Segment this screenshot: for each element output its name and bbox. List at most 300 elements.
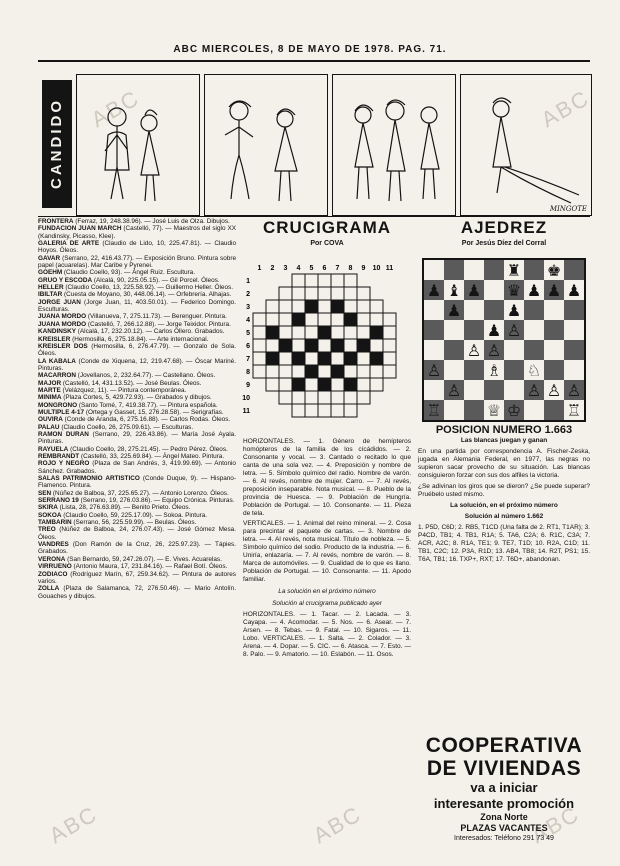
chess-square — [504, 360, 524, 380]
crossword-cell — [305, 378, 318, 391]
chess-piece: ♛ — [506, 281, 522, 300]
crossword-block-cell — [344, 352, 357, 365]
listing-name: GOEHM — [38, 269, 63, 277]
listing-detail: (Serrano, 56, 225.59.99). — Beulas. Óleos. — [71, 519, 197, 527]
crossword-cell — [370, 378, 383, 391]
listing-item — [38, 519, 236, 526]
chess-square — [544, 400, 564, 420]
crossword-cell — [279, 300, 292, 313]
listing-item — [38, 299, 236, 314]
crossword-col-number: 1 — [257, 265, 262, 272]
listing-name: RAYUELA — [38, 445, 69, 453]
comic-panel — [460, 74, 592, 216]
listing-name: KREISLER DOS — [38, 342, 88, 350]
crossword-cell — [331, 404, 344, 417]
ad-line-4: interesante promoción — [433, 796, 575, 811]
listing-item — [38, 328, 236, 335]
listing-name: TREO — [38, 526, 56, 534]
listing-detail: (Hermosilla, 6, 276.47.79). — Gonzalo de Sola. Óleos. — [38, 342, 236, 358]
chess-solution-text: 1. P5D, C6D; 2. RB5, T1CD (Una falta de 2. RT1, T1AR); 3. P4CD, TB1; 4. TB1, R1A; 5. TA6, C2A; 6. R1C, C3A; 7. ACR, A2C; 8. R1A, TE1; 9. TE7, T1D; 10. R2A, C1D; 11. TB1, C2C; 12. P3A, R1D; 13. AB4, TB8; 14. R2T, PS1; 15. T6A, TB1; 16. TXP+, RXT; 17. T6D+, abandonan. — [418, 524, 590, 563]
chess-square — [464, 400, 484, 420]
chess-piece: ♟ — [426, 281, 442, 300]
chess-piece: ♟ — [526, 281, 542, 300]
chess-intro: En una partida por correspondencia A. Fischer-Zeska, jugada en Alemania Federal, en 1977, las negras no supieron sacar provecho de su situación. Las blancas consiguieron forzar con sus dos alfiles la victoria. — [418, 448, 590, 479]
listing-item — [38, 585, 236, 600]
crossword-cell — [357, 313, 370, 326]
crossword-cell — [344, 391, 357, 404]
chess-square — [464, 320, 484, 340]
crossword-col-number: 3 — [283, 265, 288, 272]
crossword-cell — [279, 287, 292, 300]
chess-square — [484, 380, 504, 400]
chess-piece: ♜ — [506, 261, 522, 280]
crossword-cell — [292, 391, 305, 404]
crossword-cell — [344, 300, 357, 313]
comic-drawing-3 — [333, 75, 455, 215]
crossword-block-cell — [318, 352, 331, 365]
listing-name: MAJOR — [38, 379, 62, 387]
listing-name: VERONA — [38, 555, 66, 563]
crossword-col-number: 9 — [361, 265, 366, 272]
crossword-block-cell — [305, 339, 318, 352]
crossword-cell — [266, 300, 279, 313]
crossword-cell — [279, 352, 292, 365]
listing-name: OUVIRA — [38, 416, 63, 424]
listing-name: KREISLER — [38, 335, 71, 343]
listing-name: GAVAR — [38, 254, 61, 262]
crossword-block-cell — [266, 326, 279, 339]
chess-question: ¿Se adivinan los giros que se dieron? ¿Se puede superar? Pruébelo usted mismo. — [418, 483, 590, 498]
chess-square — [544, 360, 564, 380]
chess-piece: ♙ — [426, 361, 442, 380]
listing-detail: (Jorge Juan, 11, 403.50.01). — Federico Domingo. Esculturas. — [38, 298, 236, 314]
chess-title: AJEDREZ — [460, 218, 548, 237]
listing-item — [38, 446, 236, 453]
chess-board — [422, 258, 586, 422]
crossword-cell — [253, 365, 266, 378]
crossword-cell — [305, 274, 318, 287]
crossword-block-cell — [370, 352, 383, 365]
chess-piece: ♟ — [486, 321, 502, 340]
crossword-cell — [279, 313, 292, 326]
crossword-cell — [305, 352, 318, 365]
chess-square — [424, 260, 444, 280]
crossword-cell — [305, 326, 318, 339]
crossword-col-number: 6 — [322, 265, 327, 272]
crossword-block-cell — [292, 313, 305, 326]
listing-detail: (Serrano, 29, 226.43.86). — María José Ayala. Pinturas. — [38, 430, 236, 446]
listing-detail: (Plaza Cortes, 5, 429.72.93). — Grabados y dibujos. — [61, 394, 212, 402]
crossword-grid — [243, 260, 411, 438]
crossword-cell — [383, 365, 396, 378]
chess-subtitle: Las blancas juegan y ganan — [460, 437, 548, 444]
chess-square — [544, 340, 564, 360]
crossword-clues — [243, 438, 411, 661]
chess-piece: ♚ — [546, 261, 562, 280]
comic-label: CANDIDO — [42, 80, 72, 208]
listing-detail: (Conde Duque, 9). — Hispano-Flamenco. Pintura. — [38, 475, 236, 490]
listing-detail: (Serrano, 22, 416.43.77). — Exposición Bruno. Pintura sobre papel (acuarelas). Mar Caribe y Pyrenei. — [38, 254, 236, 270]
listing-name: SKIRA — [38, 504, 58, 512]
crossword-col-number: 5 — [309, 265, 314, 272]
listing-name: MARTE — [38, 386, 61, 394]
crossword-col-number: 7 — [335, 265, 340, 272]
listing-item — [38, 218, 236, 225]
ad-line-3: va a iniciar — [470, 780, 538, 795]
listing-item — [38, 394, 236, 401]
crossword-block-cell — [344, 378, 357, 391]
listing-item — [38, 431, 236, 446]
crossword-cell — [331, 274, 344, 287]
chess-square — [484, 280, 504, 300]
listing-item — [38, 336, 236, 343]
listing-name: ZODIACO — [38, 570, 68, 578]
crossword-cell — [344, 287, 357, 300]
chess-byline: Por Jesús Díez del Corral — [461, 240, 547, 247]
listing-detail: (Claudio Coello, 26, 275.09.61). — Esculturas. — [59, 423, 194, 431]
section-rule — [38, 216, 590, 217]
chess-piece: ♘ — [526, 361, 542, 380]
crossword-row-number: 6 — [246, 343, 250, 350]
chess-square — [464, 300, 484, 320]
listing-detail: (Rodríguez Marín, 67, 259.34.62). — Pintura de autores varios. — [38, 570, 236, 585]
crossword-byline: Por COVA — [310, 240, 344, 247]
chess-square — [564, 320, 584, 340]
chess-piece: ♙ — [466, 341, 482, 360]
listing-item — [38, 526, 236, 541]
chess-square — [564, 360, 584, 380]
listing-detail: (Claudio Coello, 28, 275.21.45). — Pedro Pérez. Óleos. — [68, 445, 228, 453]
crossword-cell — [344, 365, 357, 378]
crossword-cell — [370, 339, 383, 352]
crossword-cell — [266, 378, 279, 391]
crossword-cell — [279, 365, 292, 378]
crossword-cell — [279, 378, 292, 391]
listing-name: JUANA MORDO — [38, 313, 87, 321]
chess-position-title: POSICION NUMERO 1.663 — [435, 424, 573, 436]
listing-detail: (Cuesta de Moyano, 30, 448.06.14). — Orfebrería. Alhajas. — [62, 291, 232, 299]
crossword-grid-svg — [243, 260, 411, 438]
chess-piece: ♙ — [486, 341, 502, 360]
listing-detail: (Serrano, 19, 276.03.86). — Equipo Crónica. Pinturas. — [78, 497, 235, 505]
chess-piece: ♙ — [446, 381, 462, 400]
listing-name: HELLER — [38, 284, 64, 292]
crossword-cell — [292, 300, 305, 313]
crossword-cell — [318, 313, 331, 326]
listing-name: ZOLLA — [38, 585, 60, 593]
listing-item — [38, 387, 236, 394]
ad-line-2: DE VIVIENDAS — [426, 757, 582, 780]
listing-name: TAMBARIN — [38, 519, 72, 527]
crossword-row-number: 3 — [246, 304, 250, 311]
listing-item — [38, 225, 236, 240]
crossword-block-cell — [370, 326, 383, 339]
chess-square — [464, 380, 484, 400]
comic-panel — [204, 74, 328, 216]
crossword-solution-note: La solución en el próximo número — [278, 588, 376, 595]
crossword-cell — [383, 352, 396, 365]
crossword-block-cell — [305, 365, 318, 378]
crossword-horizontales: HORIZONTALES. — 1. Género de hemípteros homópteros de la familia de los cícádidos. — 2. Consonante y vocal. — 3. Cantado o recitado lo que canta de una sola vez. — 4. Preposición y nombre de letra. — 5. Símbolo químico del radio. Nombre de varón. — 6. Al revés, nombre de mujer. Carro. — 7. Al revés, preposición inseparable. Nota musical. — 8. Pueblo de la provincia de Huesca. — 9. Población de Hungría. Población de Portugal. — 10. Consonante. — 11. Pieza de tela. — [243, 438, 411, 517]
listing-detail: (Claudio de Lido, 10, 225.47.81). — Claudio Hoyos. Óleos. — [38, 240, 236, 255]
chess-piece: ♖ — [426, 401, 442, 420]
listing-detail: (Ferraz, 19, 248.38.96). — José Luis de Olza. Dibujos. — [73, 218, 230, 225]
crossword-block-cell — [357, 339, 370, 352]
crossword-cell — [357, 352, 370, 365]
crossword-row-number: 7 — [246, 356, 250, 363]
chess-piece: ♟ — [506, 301, 522, 320]
listing-name: SERRANO 19 — [38, 497, 79, 505]
listing-item — [38, 402, 236, 409]
crossword-cell — [279, 391, 292, 404]
listing-detail: (Núñez de Balboa, 37, 225.65.27). — Antonio Lorenzo. Óleos. — [51, 489, 229, 497]
listing-item — [38, 504, 236, 511]
chess-piece: ♙ — [546, 381, 562, 400]
crossword-col-number: 8 — [348, 265, 353, 272]
listing-item — [38, 313, 236, 320]
listing-detail: (Claudio Coello, 13, 225.58.92). — Guillermo Heller. Óleos. — [63, 284, 234, 292]
crossword-cell — [292, 365, 305, 378]
crossword-cell — [344, 326, 357, 339]
chess-square — [524, 400, 544, 420]
chess-square — [524, 340, 544, 360]
chess-square — [524, 260, 544, 280]
crossword-cell — [344, 404, 357, 417]
listing-detail: (San Bernardo, 59, 247.26.07). — E. Vives. Acuarelas. — [65, 555, 222, 563]
crossword-cell — [318, 404, 331, 417]
chess-square — [564, 300, 584, 320]
listing-item — [38, 512, 236, 519]
listing-detail: (Claudio Coello, 93). — Ángel Ruiz. Escultura. — [62, 269, 195, 277]
listing-name: LA KABALA — [38, 357, 76, 365]
comic-signature: MINGOTE — [549, 205, 587, 213]
header-rule — [38, 60, 590, 62]
chess-piece: ♔ — [506, 401, 522, 420]
listing-name: FUNDACION JUAN MARCH — [38, 225, 122, 233]
crossword-block-cell — [331, 365, 344, 378]
crossword-cell — [318, 339, 331, 352]
listing-item — [38, 380, 236, 387]
crossword-cell — [266, 365, 279, 378]
chess-square — [424, 380, 444, 400]
listing-item — [38, 372, 236, 379]
crossword-block-cell — [318, 326, 331, 339]
listing-detail: (Alcalá, 17, 232.20.12). — Carlos Ollero. Grabados. — [76, 328, 225, 336]
crossword-cell — [357, 365, 370, 378]
crossword-cell — [331, 326, 344, 339]
ad-line-1: COOPERATIVA — [425, 734, 583, 757]
chess-square — [444, 260, 464, 280]
crossword-block-cell — [318, 378, 331, 391]
listing-item — [38, 541, 236, 556]
watermark: ABC — [86, 84, 144, 133]
chess-text — [418, 426, 590, 567]
crossword-cell — [331, 378, 344, 391]
listing-name: SEN — [38, 489, 52, 497]
crossword-col-number: 10 — [372, 265, 381, 272]
listing-detail: (Lista, 28, 276.63.89). — Benito Prieto. Óleos. — [57, 504, 191, 512]
chess-square — [424, 340, 444, 360]
chess-board-svg — [424, 260, 584, 420]
listing-detail: (Núñez de Balboa, 24, 276.07.43). — José Gómez Mesa. Óleos. — [38, 526, 236, 541]
chess-square — [484, 260, 504, 280]
crossword-cell — [318, 391, 331, 404]
watermark: ABC — [536, 84, 594, 133]
chess-section — [418, 218, 590, 563]
crossword-block-cell — [279, 339, 292, 352]
listing-name: PALAU — [38, 423, 60, 431]
listing-detail: (Villanueva, 7, 275.11.73). — Berenguer. Pintura. — [86, 313, 227, 321]
listing-item — [38, 571, 236, 586]
listing-name: ROJO Y NEGRO — [38, 460, 90, 468]
crossword-cell — [292, 287, 305, 300]
chess-square — [564, 260, 584, 280]
listing-item — [38, 284, 236, 291]
watermark: ABC — [44, 800, 102, 849]
chess-square — [544, 320, 564, 340]
chess-piece: ♗ — [486, 361, 502, 380]
crossword-solution-text: HORIZONTALES. — 1. Tacar. — 2. Lacada. — 3. Cayapa. — 4. Acomodar. — 5. Nos. — 6. Asear. — 7. Arsen. — 8. Tebas. — 9. Fatal. — 10. Sigaros. — 11. Lobo. VERTICALES. — 1. Salta. — 2. Colador. — 3. Arena. — 4. Dopar. — 5. CIC. — 6. Atasca. — 7. Esto. — 8. Palo. — 9. Amatorio. — 10. Eslabón. — 11. Osos. — [243, 611, 411, 658]
crossword-block-cell — [331, 339, 344, 352]
chess-piece: ♙ — [566, 381, 582, 400]
listing-name: MONGRONO — [38, 401, 78, 409]
listing-name: GRUO Y ESCODA — [38, 276, 93, 284]
listing-detail: (Antonio Maura, 17, 231.84.16). — Rafael Botí. Óleos. — [71, 563, 228, 571]
crossword-col-number: 2 — [270, 265, 275, 272]
listing-item — [38, 416, 236, 423]
listing-name: GALERIA DE ARTE — [38, 240, 100, 248]
listing-detail: (Plaza de Salamanca, 72, 276.50.46). — Mario Antolín. Gouaches y dibujos. — [38, 585, 236, 600]
ad-line-7: Interesados: Teléfono 291 73 49 — [454, 835, 554, 842]
chess-square — [444, 340, 464, 360]
crossword-row-number: 9 — [246, 382, 250, 389]
crossword-block-cell — [292, 352, 305, 365]
chess-solution-title: Solución al número 1.662 — [464, 513, 544, 520]
crossword-row-number: 4 — [246, 317, 250, 324]
crossword-verticales: VERTICALES. — 1. Animal del reino mineral. — 2. Cosa para precintar el paquete de cartas. — 3. Nombre de letra. — 4. Al revés, nota musical. Título de nobleza. — 5. Símbolo químico del sodio. Producto de la industria. — 6. Uniría, enlazaría. — 7. Al revés, nombre de varón. — 8. Marca de automóviles. — 9. Cualidad de lo que es llano. Población de Portugal. — 10. Consonante. — 11. Apodo familiar. — [243, 520, 411, 583]
page-header: ABC MIERCOLES, 8 DE MAYO DE 1978. PAG. 71. — [173, 44, 447, 55]
crossword-cell — [266, 339, 279, 352]
crossword-cell — [266, 313, 279, 326]
listing-detail: (Conde de Aranda, 6, 275.16.88). — Carlos Rodas. Óleos. — [62, 416, 231, 424]
crossword-col-number: 11 — [385, 265, 394, 272]
chess-square — [424, 300, 444, 320]
chess-piece: ♕ — [486, 401, 502, 420]
crossword-cell — [305, 404, 318, 417]
listing-item — [38, 453, 236, 460]
listing-detail: (Ortega y Gasset, 15, 276.28.58). — Serigrafías. — [84, 408, 224, 416]
listing-detail: (Conde de Xiquena, 12, 219.47.68). — Óscar Mariné. Pinturas. — [38, 357, 236, 372]
listing-detail: (Hermosilla, 6, 275.18.84). — Arte internacional. — [70, 335, 209, 343]
crossword-cell — [305, 313, 318, 326]
crossword-cell — [370, 300, 383, 313]
chess-piece: ♖ — [566, 401, 582, 420]
listing-name: JUANA MORDO — [38, 320, 87, 328]
listing-item — [38, 343, 236, 358]
watermark: ABC — [308, 800, 366, 849]
crossword-cell — [253, 352, 266, 365]
chess-piece: ♟ — [546, 281, 562, 300]
crossword-cell — [305, 287, 318, 300]
chess-piece: ♟ — [566, 281, 582, 300]
listing-detail: (Santo Tomé, 7, 419.38.77). — Pintura española. — [77, 401, 218, 409]
crossword-cell — [331, 313, 344, 326]
listing-name: VANDRES — [38, 541, 69, 549]
ad-line-5: Zona Norte — [480, 812, 528, 822]
chess-piece: ♟ — [466, 281, 482, 300]
crossword-cell — [318, 287, 331, 300]
chess-square — [424, 320, 444, 340]
listing-name: REMBRANDT — [38, 453, 80, 460]
crossword-cell — [318, 274, 331, 287]
listing-name: IBILTAR — [38, 291, 63, 299]
crossword-cell — [318, 365, 331, 378]
listing-name: VIRRUENO — [38, 563, 72, 571]
cooperativa-ad — [418, 734, 590, 844]
chess-square — [504, 380, 524, 400]
listing-name: KANDINSKY — [38, 328, 76, 336]
crossword-cell — [344, 339, 357, 352]
crossword-cell — [370, 313, 383, 326]
crossword-cell — [357, 300, 370, 313]
chess-piece: ♙ — [506, 321, 522, 340]
crossword-cell — [357, 378, 370, 391]
listing-item — [38, 255, 236, 270]
listing-name: FRONTERA — [38, 218, 74, 225]
listing-name: JORGE JUAN — [38, 298, 81, 306]
chess-square — [464, 260, 484, 280]
crossword-row-number: 5 — [246, 330, 250, 337]
crossword-cell — [318, 300, 331, 313]
chess-square — [444, 400, 464, 420]
chess-square — [464, 360, 484, 380]
chess-piece: ♟ — [446, 301, 462, 320]
listing-item — [38, 321, 236, 328]
listing-detail: (Jovellanos, 2, 232.64.77). — Castellano. Óleos. — [76, 372, 216, 380]
chess-piece: ♙ — [526, 381, 542, 400]
listing-detail: (Castelló, 77). — Maestros del siglo XX (Kandinsky, Picasso, Klee). — [38, 225, 236, 240]
listing-detail: (Castelló, 7, 266.12.88). — Jorge Teixidor. Pintura. — [86, 320, 231, 328]
crossword-solution-title: Solución al crucigrama publicado ayer — [272, 600, 382, 607]
crossword-cell — [292, 274, 305, 287]
listing-detail: (Claudio Coello, 59, 225.17.09). — Sokoa. Pintura. — [61, 511, 208, 519]
crossword-title: CRUCIGRAMA — [262, 218, 392, 237]
listing-detail: (Alcalá, 90, 225.05.15). — Gil Porcel. Óleos. — [92, 276, 220, 284]
chess-square — [504, 340, 524, 360]
crossword-cell — [357, 391, 370, 404]
chess-square — [524, 320, 544, 340]
listing-detail: (Don Ramón de la Cruz, 26, 225.97.23). — Tápies. Grabados. — [38, 541, 236, 556]
listing-detail: (Castelló, 33, 225.69.84). — Ángel Mateo. Pintura. — [79, 453, 225, 460]
chess-square — [444, 320, 464, 340]
chess-square — [524, 300, 544, 320]
crossword-cell — [357, 287, 370, 300]
crossword-block-cell — [344, 313, 357, 326]
crossword-cell — [292, 326, 305, 339]
listing-detail: (Castelló, 14, 431.13.52). — José Beulas. Óleos. — [61, 379, 202, 387]
crossword-row-number: 8 — [246, 369, 250, 376]
listing-item — [38, 490, 236, 497]
crossword-row-number: 2 — [246, 291, 250, 298]
gallery-listings — [38, 218, 236, 858]
comic-drawing-2 — [205, 75, 327, 215]
crossword-row-number: 1 — [246, 278, 250, 285]
crossword-cell — [292, 404, 305, 417]
crossword-cell — [253, 313, 266, 326]
chess-piece: ♝ — [446, 281, 462, 300]
crossword-block-cell — [266, 352, 279, 365]
crossword-cell — [292, 339, 305, 352]
